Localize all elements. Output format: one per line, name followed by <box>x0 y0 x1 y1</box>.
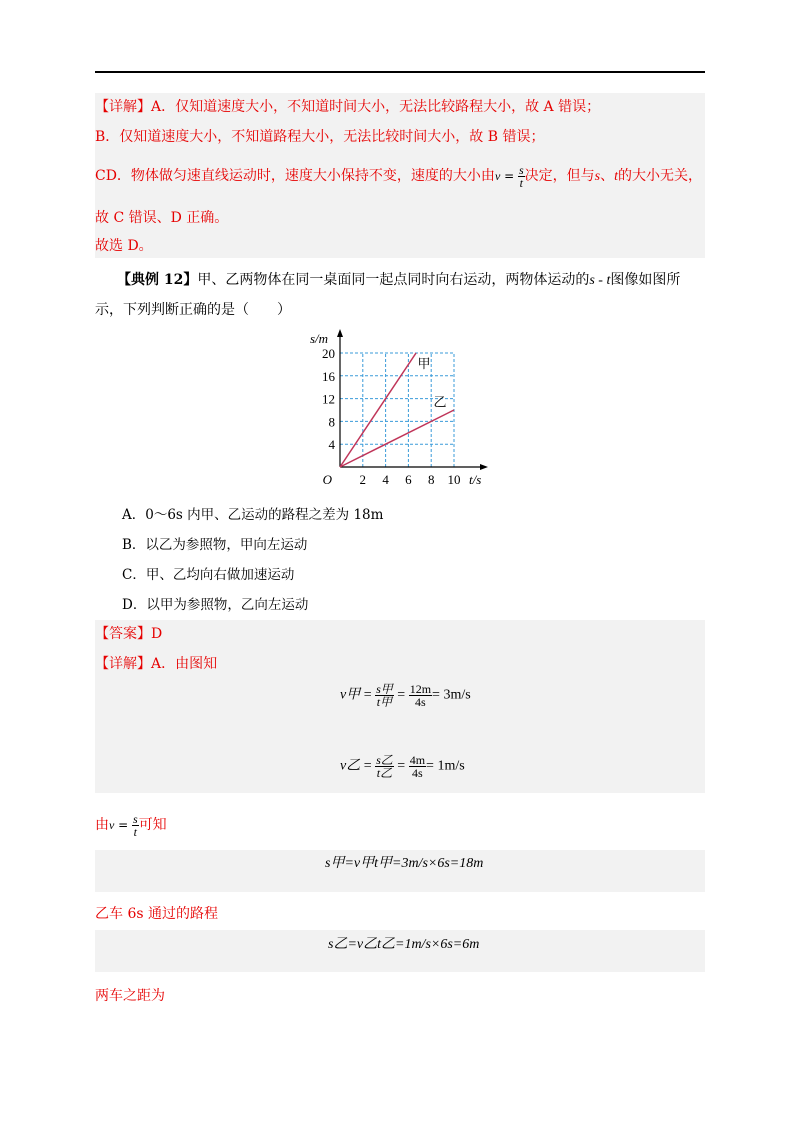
eq1-frac-1 <box>375 683 394 708</box>
by-post: 可知 <box>138 817 167 833</box>
distance-text: 两车之距为 <box>95 988 165 1004</box>
question-line-2 <box>95 300 291 320</box>
equation-4: s乙=v乙t乙=1m/s×6s=6m <box>328 937 480 952</box>
answer-label: 【答案】 <box>95 626 151 642</box>
x-tick-label-8: 8 <box>427 472 435 487</box>
y-tick-label-8: 8 <box>328 414 335 430</box>
x-axis-arrow <box>480 464 488 470</box>
st-graph <box>300 322 520 492</box>
formula-den: t <box>519 175 523 190</box>
eq2-frac-2 <box>409 754 426 779</box>
eq1-num: s甲 <box>376 682 393 696</box>
eq2-num2: 4m <box>409 753 426 767</box>
series-label-1: 乙 <box>433 394 447 410</box>
question-text-1: 甲、乙两物体在同一桌面同一起点同时向右运动，两物体运动的 <box>197 272 590 288</box>
eq2-den: t乙 <box>376 766 393 780</box>
var-s: s <box>594 169 601 184</box>
y-tick-label-12: 12 <box>322 391 335 407</box>
eq1-frac-2 <box>409 683 432 708</box>
eq1-lhs: v甲 <box>340 687 361 703</box>
detail2-line <box>95 654 217 674</box>
y-tick-label-16: 16 <box>322 368 335 384</box>
series-line-1 <box>340 410 454 467</box>
detail-text-c2: 故 C 错误、D 正确。 <box>95 210 229 226</box>
by-formula-fraction <box>132 813 139 838</box>
var-sep: 、 <box>600 168 615 184</box>
option-c: C．甲、乙均向右做加速运动 <box>122 567 295 583</box>
x-tick-label-10: 10 <box>447 472 461 487</box>
x-tick-label-6: 6 <box>405 472 412 487</box>
detail2-label: 【详解】 <box>95 656 151 672</box>
car-text: 乙车 6s 通过的路程 <box>95 906 218 922</box>
series-line-0 <box>340 353 416 467</box>
answer-value: D <box>151 626 163 642</box>
question-line-1 <box>117 270 680 291</box>
detail-line-c2 <box>95 208 228 228</box>
eq1-rhs: = 3m/s <box>432 687 471 703</box>
x-tick-label-4: 4 <box>382 472 389 487</box>
equation-1: v甲 = $\frac{\text{s甲}}{\text{t甲}}$ = $\frac{12m}{4s}$ = 3m/s <box>340 682 471 709</box>
eq2-rhs: = 1m/s <box>426 758 465 774</box>
option-b: B．以乙为参照物，甲向左运动 <box>122 537 308 553</box>
option-a: A．0～6s 内甲、乙运动的路程之差为 18m <box>122 507 384 523</box>
eq2-num: s乙 <box>376 753 393 767</box>
equation-2: v乙 = $\frac{\text{s乙}}{\text{t乙}}$ = $\frac{4m}{4s}$ = 1m/s <box>340 753 465 780</box>
formula-num: s <box>518 162 524 177</box>
y-axis-arrow <box>337 329 343 337</box>
y-axis-label: s/m <box>310 331 329 346</box>
detail-label: 【详解】 <box>95 99 151 115</box>
by-formula-v: v <box>109 818 115 832</box>
option-d: D．以甲为参照物，乙向左运动 <box>122 597 309 613</box>
eq2-lhs: v乙 <box>340 758 361 774</box>
question-text-2: 示，下列判断正确的是（ ） <box>95 302 291 318</box>
x-tick-label-2: 2 <box>359 472 367 487</box>
question-text-1-end: 图像如图所 <box>610 272 681 288</box>
y-tick-label-4: 4 <box>328 437 335 453</box>
by-formula-line <box>95 812 167 838</box>
car-line <box>95 904 218 924</box>
detail-text-cd-post: 决定，但与 <box>524 168 595 184</box>
detail-text-cd: CD．物体做匀速直线运动时，速度大小保持不变，速度的大小由 <box>95 168 495 184</box>
distance-line <box>95 986 165 1006</box>
y-tick-label-20: 20 <box>322 346 335 361</box>
eq1-den2: 4s <box>415 695 426 709</box>
question-label: 【典例 12】 <box>117 272 198 288</box>
detail-text-cd-end: 的大小无关， <box>617 168 702 184</box>
formula-fraction <box>518 164 525 189</box>
detail-line-b <box>95 127 544 147</box>
detail-text-b: B．仅知道速度大小，不知道路程大小，无法比较时间大小，故 B 错误； <box>95 129 545 145</box>
by-formula-den: t <box>133 824 138 839</box>
formula-eq: = <box>500 169 518 183</box>
header-rule <box>95 71 705 73</box>
eq1-den: t甲 <box>376 695 393 709</box>
detail-text-final: 故选 D。 <box>95 238 153 254</box>
detail-line-final <box>95 236 153 256</box>
eq2-frac-1 <box>375 754 394 779</box>
detail-line-a <box>95 97 600 117</box>
equation-3: s甲=v甲t甲=3m/s×6s=18m <box>325 856 484 871</box>
series-label-0: 甲 <box>417 355 431 371</box>
by-formula-num: s <box>133 811 138 826</box>
detail-text-a: A．仅知道速度大小，不知道时间大小，无法比较路程大小，故 A 错误； <box>151 99 601 115</box>
eq1-num2: 12m <box>409 682 432 696</box>
detail-line-cd <box>95 163 702 189</box>
detail2-text: A．由图知 <box>151 656 218 672</box>
origin-label: O <box>322 472 332 487</box>
eq2-den2: 4s <box>412 766 423 780</box>
by-formula-eq: = <box>114 818 133 832</box>
by-pre: 由 <box>95 817 109 833</box>
question-var: s - t <box>589 273 611 288</box>
var-t: t <box>614 169 618 184</box>
x-axis-label: t/s <box>469 472 482 487</box>
answer-line <box>95 624 162 644</box>
formula-v: v <box>494 169 501 183</box>
